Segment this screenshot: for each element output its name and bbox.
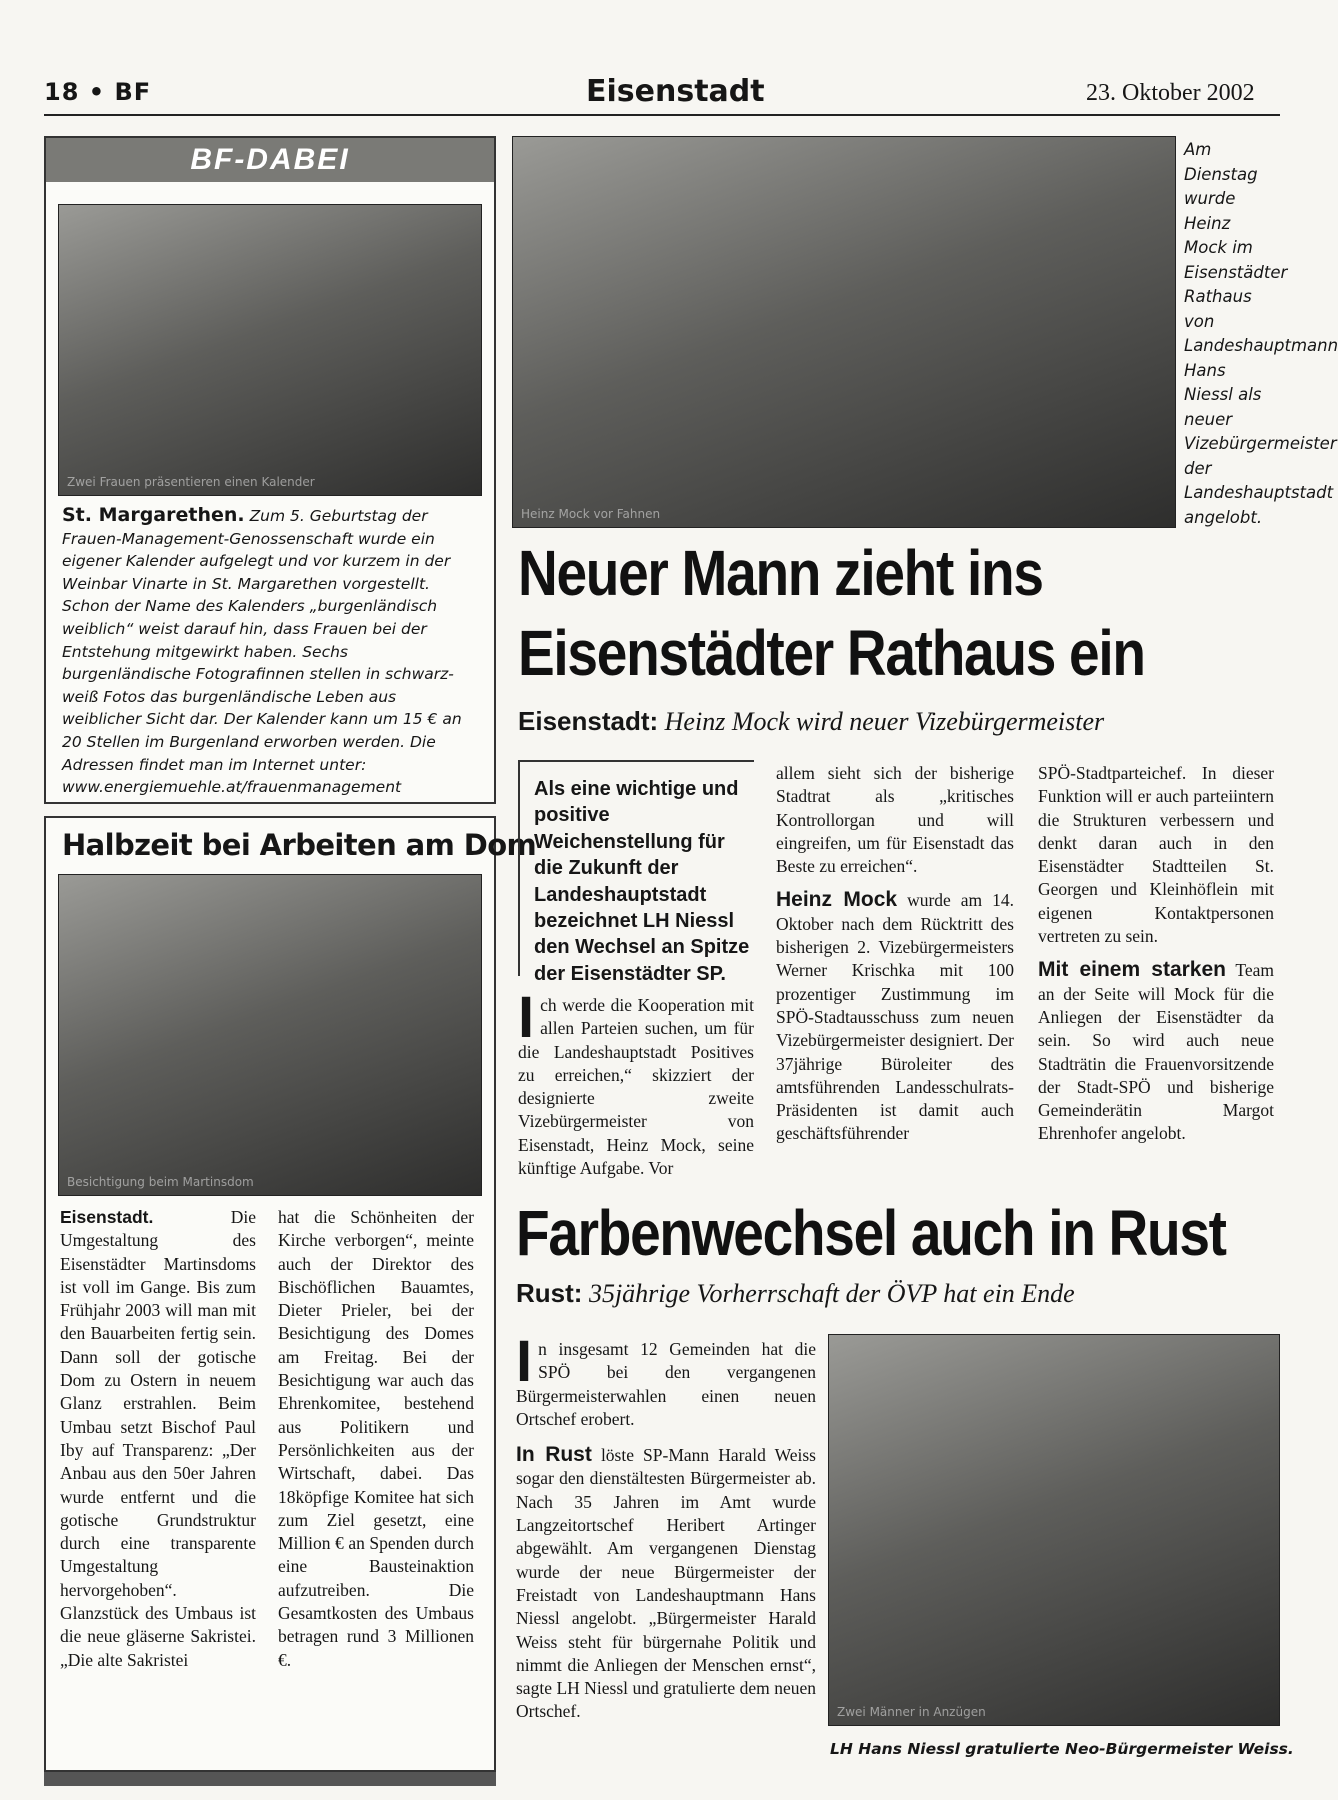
mock-col3b-para [1038, 958, 1274, 1145]
dabei-caption-text: Zum 5. Geburtstag der Frauen-Management-Genossenschaft wurde ein eigener Kalender aufgelegt und vor kurzem in der Weinbar Vinarte in St. Margarethen vorgestellt. Schon der Name des Kalenders „burgenländisch weiblich“ weist darauf hin, dass Frauen bei der Entstehung mitgewirkt haben. Sechs burgenländische Fotografinnen stellen in schwarz-weiß Fotos das burgenländische Leben aus weiblicher Sicht dar. Der Kalender kann um 15 € an 20 Stellen im Burgenland erworben werden. Die Adressen findet man im Internet unter: www.energiemuehle.at/frauenmanagement [62, 507, 462, 797]
rust-sub-text: 35jährige Vorherrschaft der ÖVP hat ein Ende [588, 1279, 1075, 1308]
rust-dropcap: I [516, 1329, 533, 1394]
mock-column-3 [1038, 762, 1274, 1146]
rust-photo [828, 1334, 1280, 1726]
bottom-rule [44, 1772, 496, 1786]
mock-column-2 [776, 762, 1014, 1146]
mock-photo [512, 136, 1176, 528]
rust-subheadline [516, 1278, 1075, 1309]
rust-p1 [516, 1329, 816, 1431]
dabei-box [44, 136, 496, 804]
mock-col2-lead: Heinz Mock [776, 888, 898, 912]
dom-column-2: hat die Schönheiten der Kirche verborgen“, meinte auch der Direktor des Bischöflichen Bauamtes, Dieter Prieler, bei der Besichtigung des Domes am Freitag. Bei der Besichtigung war auch das Ehrenkomitee, bestehend aus Politikern und Persönlichkeiten aus der Wirtschaft, dabei. Das 18köpfige Komitee hat sich zum Ziel gesetzt, eine Million € an Spenden durch eine Bausteinaktion aufzutreiben. Die Gesamtkosten des Umbaus betragen rund 3 Millionen €. [278, 1207, 474, 1670]
mock-photo-alt: Heinz Mock vor Fahnen [521, 507, 661, 521]
mock-col3-lead: Mit einem starken [1038, 958, 1226, 982]
rust-column [516, 1329, 816, 1724]
dom-col1-text: Die Umgestaltung des Eisenstädter Martinsdoms ist voll im Gange. Bis zum Frühjahr 2003 will man mit den Bauarbeiten fertig sein. Dann soll der gotische Dom zu Ostern in neuem Glanz erstrahlen. Beim Umbau setzt Bischof Paul Iby auf Transparenz: „Der Anbau aus den 50er Jahren wurde entfernt und die gotische Grundstruktur durch eine transparente Umgestaltung hervorgehoben“. Glanzstück des Umbaus ist die neue gläserne Sakristei. „Die alte Sakristei [60, 1207, 256, 1670]
mock-headline-line2: Eisenstädter Rathaus ein [518, 617, 1145, 689]
rust-p2: löste SP-Mann Harald Weiss sogar den dienstältesten Bürgermeister ab. Nach 35 Jahren im Amt wurde Langzeitortschef Heribert Artinger abgewählt. Am vergangenen Dienstag wurde der neue Bürgermeister der Freistadt von Landeshauptmann Hans Niessl angelobt. „Bürgermeister Harald Weiss steht für bürgernahe Politik und nimmt die Anliegen der Menschen ernst“, sagte LH Niessl und gratulierte dem neuen Ortschef. [516, 1445, 816, 1722]
mock-col1-text: ch werde die Kooperation mit allen Parteien suchen, um für die Landeshauptstadt Positives zu erreichen,“ skizziert der designierte zweite Vizebürgermeister von Eisenstadt, Heinz Mock, seine künftige Aufgabe. Vor [518, 995, 754, 1179]
dabei-caption [62, 504, 480, 799]
section-title: Eisenstadt [586, 74, 765, 109]
mock-sub-text: Heinz Mock wird neuer Vizebürgermeister [664, 707, 1105, 736]
mock-col2b: wurde am 14. Oktober nach dem Rücktritt des bisherigen 2. Vizebürgermeisters Werner Krischka mit 100 prozentiger Zustimmung im SPÖ-Stadtausschuss zum neuen Vizebürgermeister designiert. Der 37jährige Büroleiter des amtsführenden Landesschulrats-Präsidenten ist damit auch geschäftsführender [776, 890, 1014, 1144]
mock-col2b-para [776, 888, 1014, 1145]
dom-box [44, 816, 537, 1772]
mock-dropcap: I [518, 985, 535, 1050]
mock-headline-line1: Neuer Mann zieht ins [518, 537, 1043, 609]
mock-lead: Als eine wichtige und positive Weichenstellung für die Zukunft der Landeshauptstadt bezeichnet LH Niessl den Wechsel an Spitze der Eisenstädter SP. [534, 778, 750, 985]
mock-col3b: Team an der Seite will Mock für die Anliegen der Eisenstädter da sein. So wird auch neue Stadträtin die Frauenvorsitzende der Stadt-SPÖ und bisherige Gemeinderätin Margot Ehrenhofer angelobt. [1038, 960, 1274, 1144]
dom-photo-alt: Besichtigung beim Martinsdom [67, 1175, 254, 1189]
dabei-caption-place: St. Margarethen. [62, 504, 245, 526]
dom-place: Eisenstadt. [60, 1207, 154, 1227]
rust-headline: Farbenwechsel auch in Rust [516, 1197, 1226, 1269]
mock-subheadline [518, 706, 1104, 737]
dom-photo [58, 874, 482, 1196]
mock-side-caption: Am Dienstag wurde Heinz Mock im Eisenstädter Rathaus von Landeshauptmann Hans Niessl als neuer Vizebürgermeister der Landeshauptstadt angelobt. [1184, 140, 1338, 527]
page-number: 18 • BF [44, 78, 152, 106]
dom-column-1 [60, 1206, 256, 1672]
mock-sub-place: Eisenstadt: [518, 706, 659, 736]
rust-p2-para [516, 1443, 816, 1724]
issue-date: 23. Oktober 2002 [1086, 80, 1255, 106]
mock-column-1 [518, 985, 754, 1180]
dom-title: Halbzeit bei Arbeiten am Dom [62, 828, 537, 862]
rust-p1-text: n insgesamt 12 Gemeinden hat die SPÖ bei den vergangenen Bürgermeisterwahlen einen neuen Ortschef erobert. [516, 1339, 816, 1429]
header-rule [44, 114, 1280, 116]
rust-photo-caption: LH Hans Niessl gratulierte Neo-Bürgermeister Weiss. [830, 1740, 1294, 1758]
rust-p2-lead: In Rust [516, 1443, 592, 1467]
mock-col2a: allem sieht sich der bisherige Stadtrat als „kritisches Kontrollorgan und will eingreifen, um für Eisenstadt das Beste zu erreichen“. [776, 763, 1014, 877]
rust-photo-alt: Zwei Männer in Anzügen [837, 1705, 986, 1719]
dabei-photo [58, 204, 482, 496]
dabei-banner: BF-DABEI [46, 138, 494, 182]
dabei-photo-alt: Zwei Frauen präsentieren einen Kalender [67, 475, 315, 489]
rust-sub-place: Rust: [516, 1278, 583, 1308]
mock-col3a: SPÖ-Stadtparteichef. In dieser Funktion will er auch parteiintern die Strukturen verbessern und denkt daran auch in den Eisenstädter Stadtteilen St. Georgen und Kleinhöflein mit eigenen Kontaktpersonen vertreten zu sein. [1038, 763, 1274, 947]
